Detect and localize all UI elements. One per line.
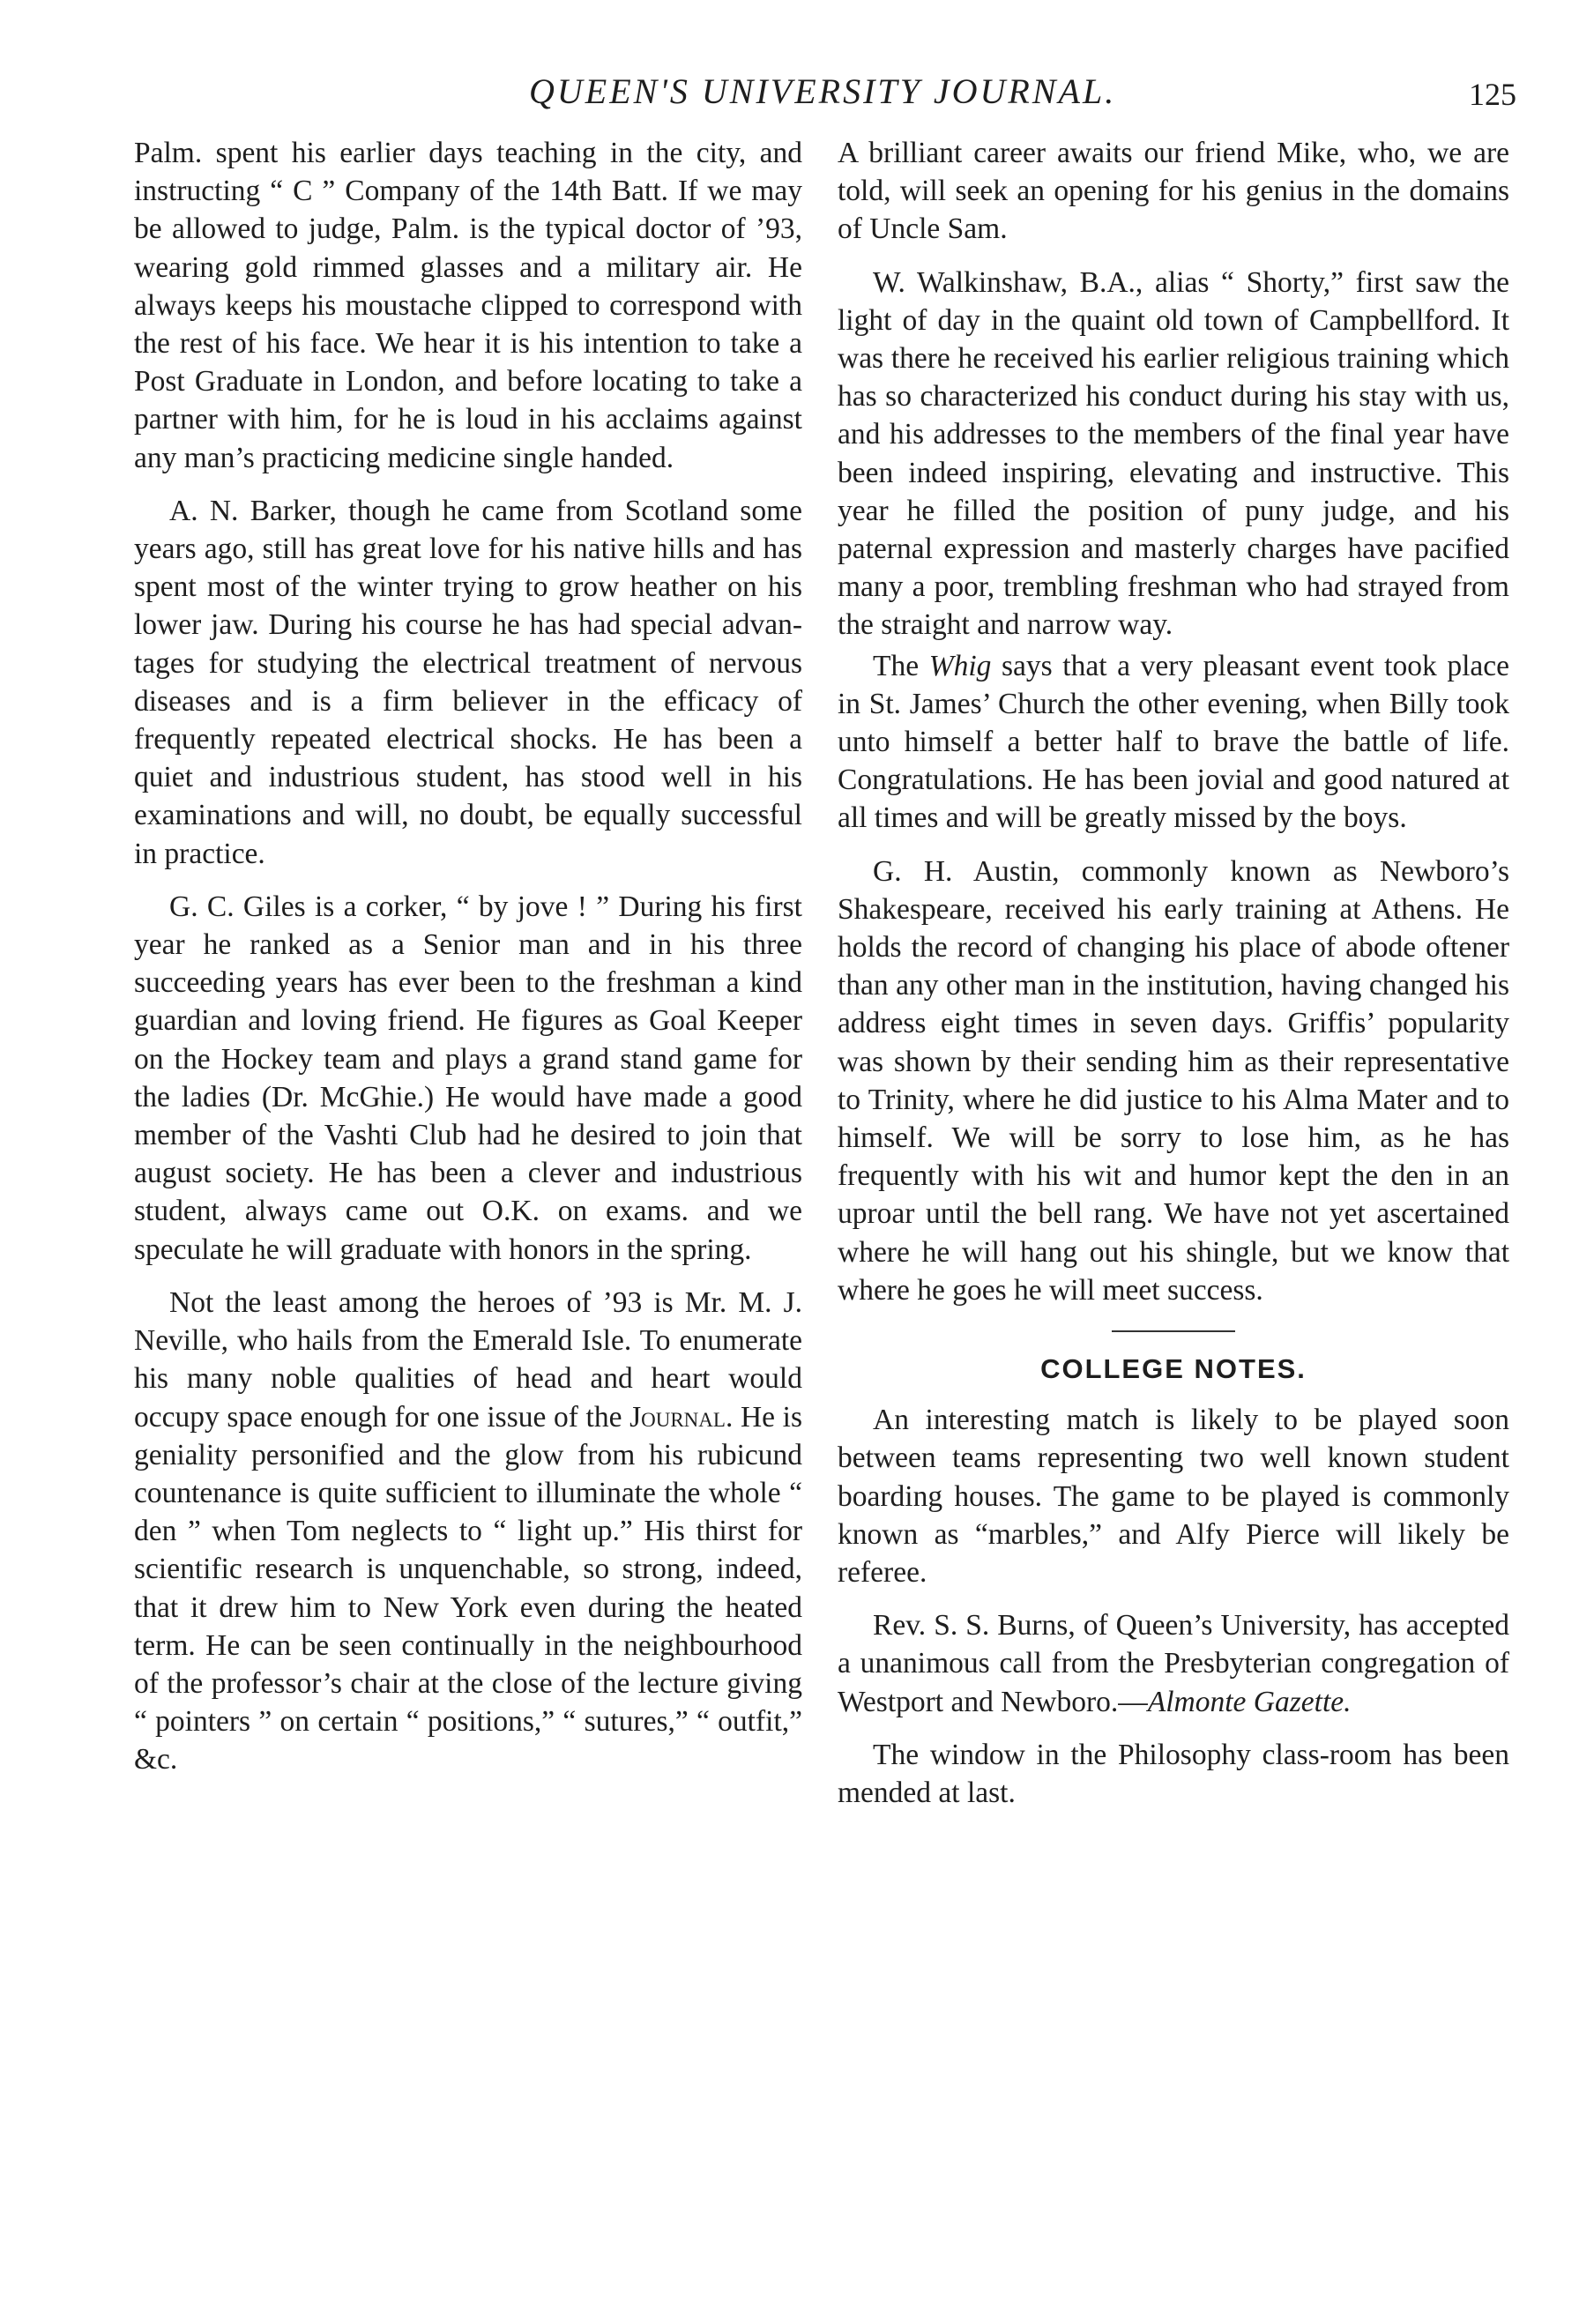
note-burns-text: Rev. S. S. Burns, of Queen’s University, has accepted a unanimous call from the Presbyterian congregation of Westport and Newboro.— <box>838 1609 1509 1718</box>
paragraph-neville-text-end: . He is geniality personified and the glow from his rubicund countenance is quite sufficient to illuminate the whole “ den ” when Tom neglects to “ light up.” His thirst for scientific research is unquenchable, so strong, indeed, that it drew him to New York even during the heated term. He can be seen continually in the neighbourhood of the professor’s chair at the close of the lecture giving “ pointers ” on certain “ positions,” “ sutures,” “ outfit,” &c. <box>134 1400 802 1777</box>
note-burns <box>838 1606 1509 1721</box>
paragraph-whig <box>838 647 1509 838</box>
paragraph-palm: Palm. spent his earlier days teaching in the city, and instructing “ C ” Company of the 14th Batt. If we may be allowed to judge, Palm. is the typical doctor of ’93, wearing gold rimmed glasses and a military air. He always keeps his moustache clipped to correspond with the rest of his face. We hear it is his intention to take a Post Graduate in London, and before locating to take a partner with him, for he is loud in his acclaims against any man’s practicing medicine single handed. <box>134 137 802 474</box>
note-window: The window in the Philosophy class-room has been mended at last. <box>838 1738 1509 1809</box>
note-match: An interesting match is likely to be played soon between teams representing two well known student boarding houses. The game to be played is commonly known as “marbles,” and Alfy Pierce will likely be referee. <box>838 1404 1509 1589</box>
paragraph-giles: G. C. Giles is a corker, “ by jove ! ” During his first year he ranked as a Senior man and in his three succeeding years has ever been to the freshman a kind guardian and loving friend. He figures as Goal Keeper on the Hockey team and plays a grand stand game for the ladies (Dr. McGhie.) He would have made a good member of the Vashti Club had he desired to join that august society. He has been a clever and industrious student, always came out O.K. on exams. and we speculate he will graduate with honors in the spring. <box>134 890 802 1266</box>
page-number: 125 <box>1469 77 1516 112</box>
running-head <box>0 63 1579 116</box>
journal-name: Journal <box>629 1400 726 1434</box>
college-notes-heading: COLLEGE NOTES. <box>1040 1353 1307 1385</box>
left-column <box>134 134 802 1779</box>
paragraph-whig-text-start: The <box>873 649 929 682</box>
paragraph-whig-text-end: says that a very pleasant event took place in St. James’ Church the other evening, when Billy took unto himself a better half to brave the battle of life. Congratulations. He has been jovial and good natured at all times and will be greatly missed by the boys. <box>838 649 1509 835</box>
section-divider <box>1112 1330 1235 1332</box>
paragraph-walkinshaw: W. Walkinshaw, B.A., alias “ Shorty,” first saw the light of day in the quaint old town of Campbellford. It was there he received his earlier religious training which has so characterized his conduct during his stay with us, and his addresses to the members of the final year have been indeed inspiring, elevating and instructive. This year he filled the position of puny judge, and his paternal expression and masterly charges have pacified many a poor, trembling freshman who had strayed from the straight and narrow way. <box>838 265 1509 642</box>
paragraph-barker: A. N. Barker, though he came from Scotland some years ago, still has great love for his native hills and has spent most of the winter trying to grow heather on his lower jaw. During his course he has had special advantages for studying the electrical treatment of nervous diseases and is a firm believer in the efficacy of frequently repeated electrical shocks. He has been a quiet and industrious student, has stood well in his examinations and will, no doubt, be equally successful in practice. <box>134 494 802 870</box>
paragraph-mike: A brilliant career awaits our friend Mike, who, we are told, will seek an opening for his genius in the domains of Uncle Sam. <box>838 137 1509 246</box>
almonte-gazette-source: Almonte Gazette. <box>1147 1685 1352 1718</box>
paragraph-neville <box>134 1284 802 1779</box>
whig-title: Whig <box>928 649 992 682</box>
paragraph-austin: G. H. Austin, commonly known as Newboro’s Shakespeare, received his early training at Athens. He holds the record of changing his place of abode oftener than any other man in the institution, having changed his address eight times in seven days. Griffis’ popularity was shown by their sending him as their representative to Trinity, where he did justice to his Alma Mater and to himself. We will be sorry to lose him, as he has frequently with his wit and humor kept the den in an uproar until the bell rang. We have not yet ascertained where he will hang out his shingle, but we know that where he goes he will meet success. <box>838 854 1509 1307</box>
journal-title: QUEEN'S UNIVERSITY JOURNAL. <box>529 71 1117 111</box>
paragraph-neville-text-start: Not the least among the heroes of ’93 is Mr. M. J. Neville, who hails from the Emerald Isle. To enumerate his many noble qualities of head and heart would occupy space enough for one issue of the <box>134 1285 802 1434</box>
right-column <box>838 134 1509 1812</box>
